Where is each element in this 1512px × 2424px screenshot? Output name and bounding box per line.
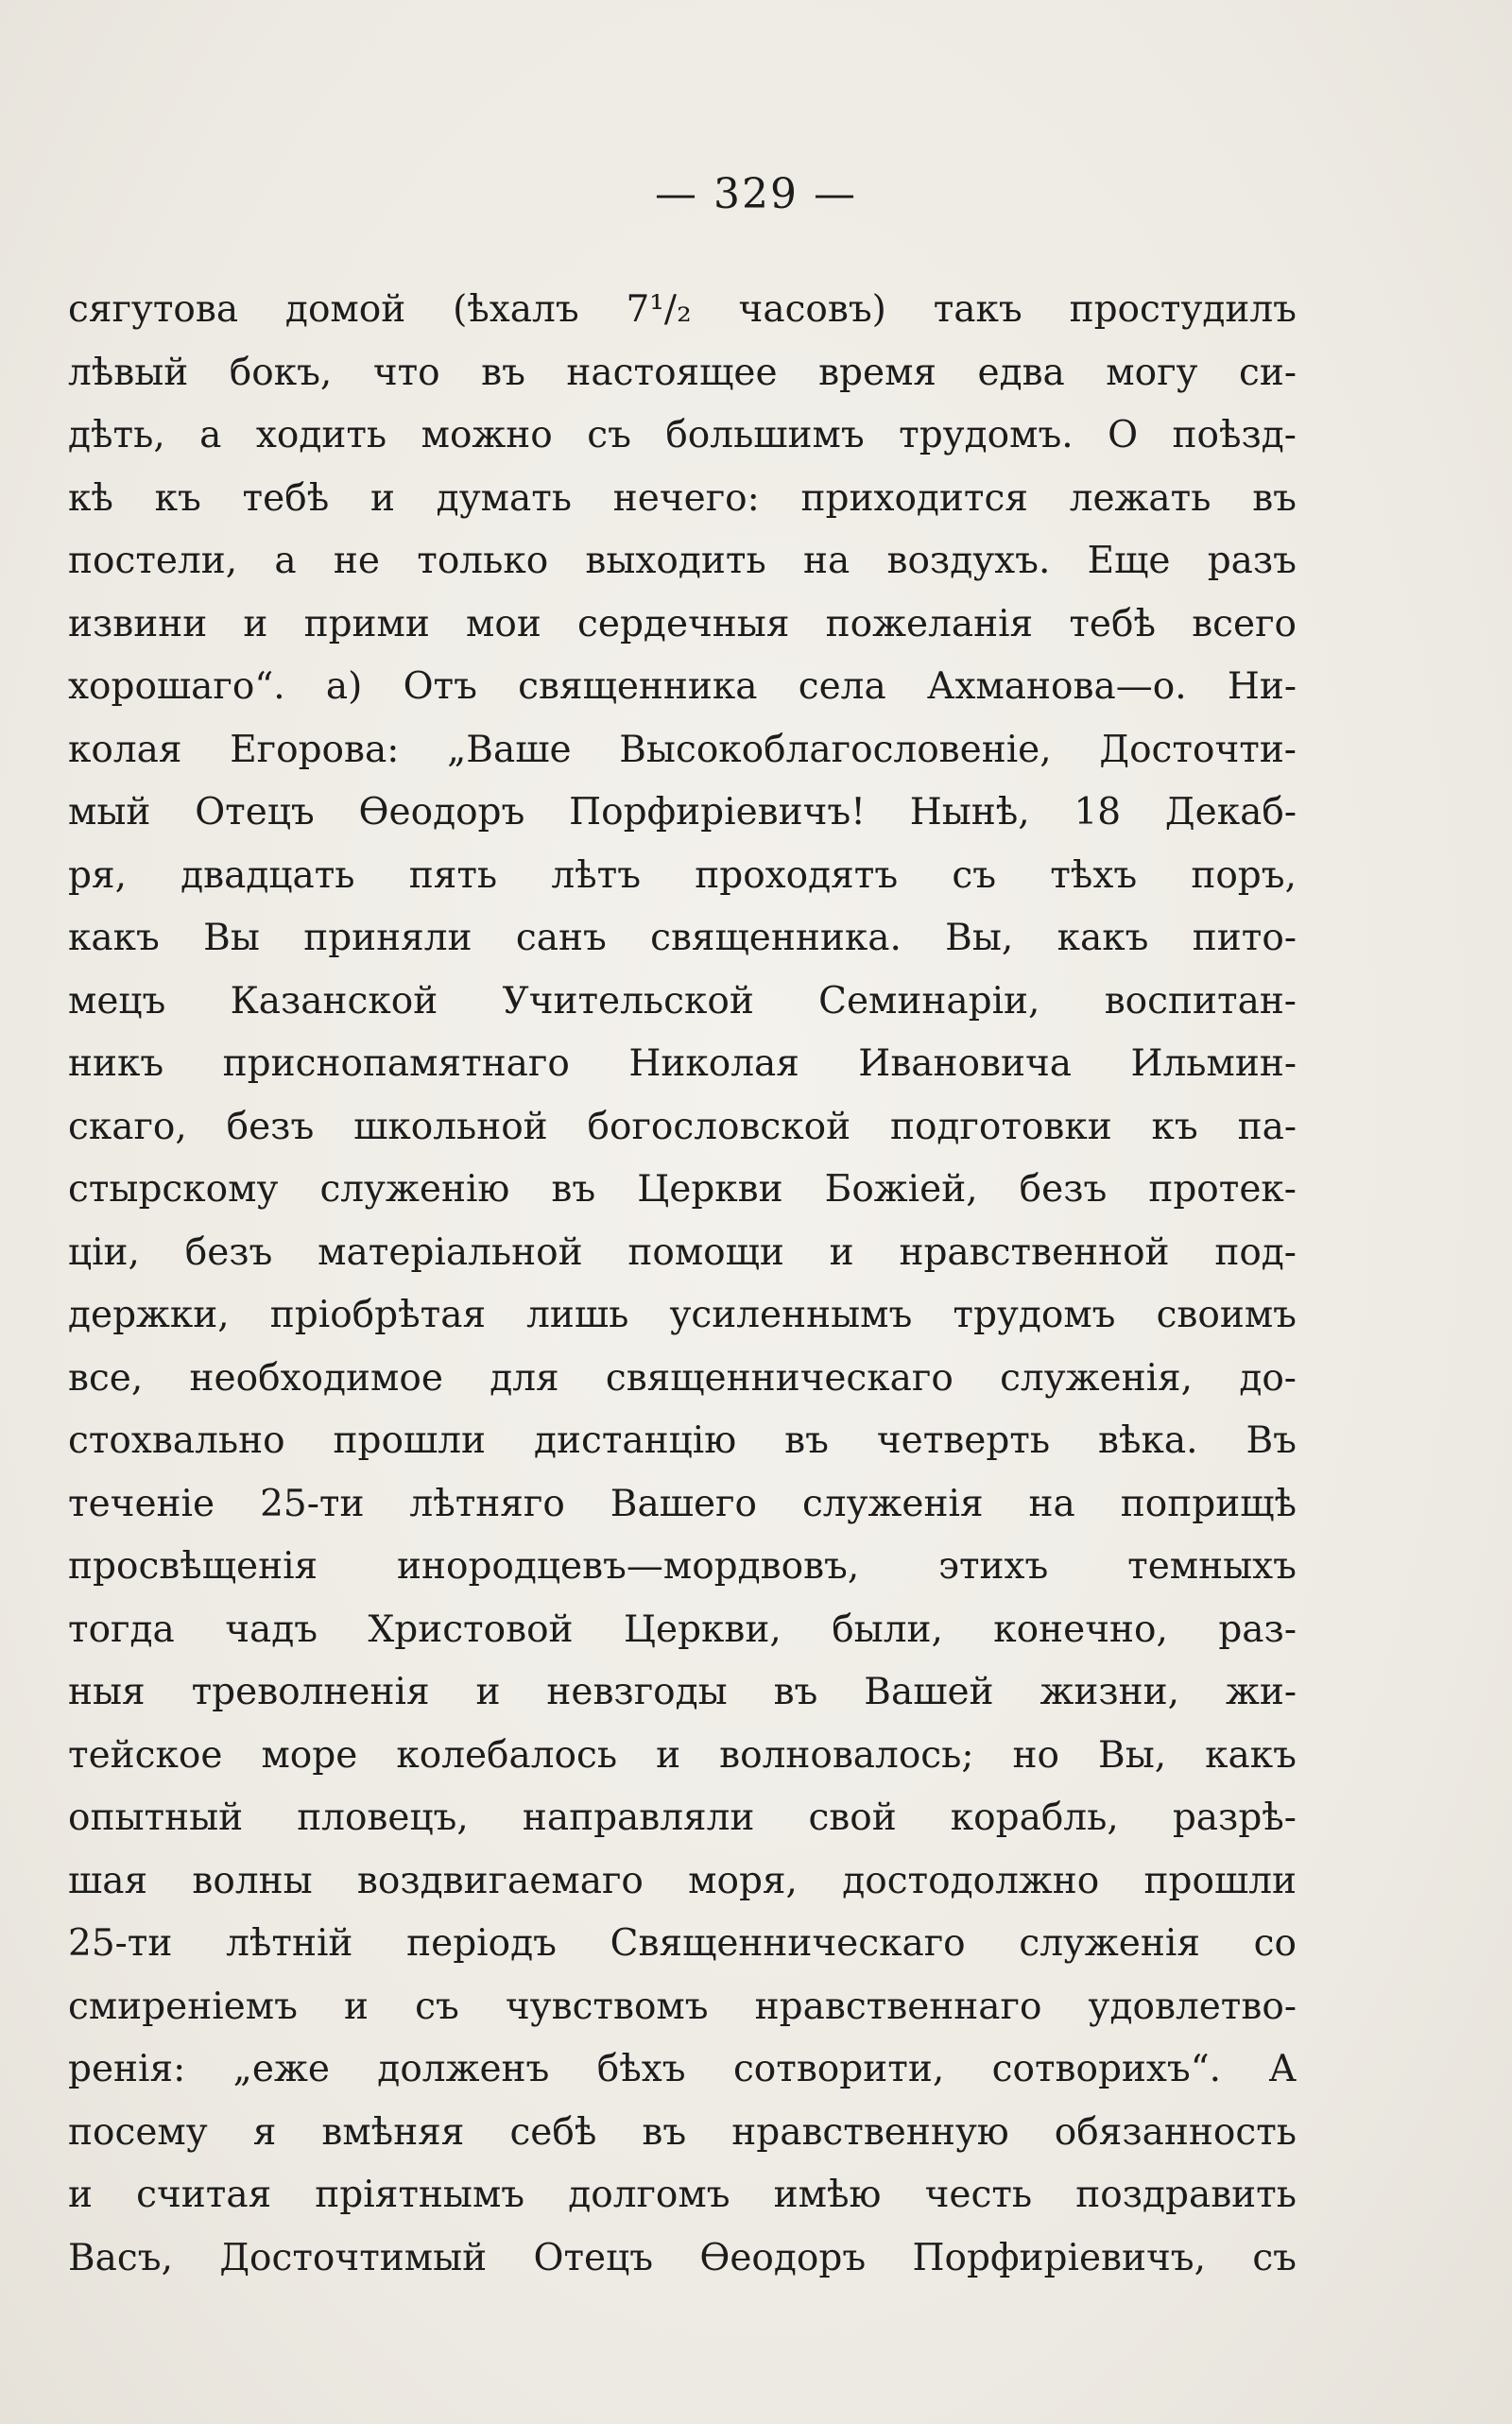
text-line: скаго, безъ школьной богословской подготовки къ па- [68, 1105, 1297, 1148]
text-line: посему я вмѣняя себѣ въ нравственную обязанность [68, 2110, 1297, 2154]
text-line: мецъ Казанской Учительской Семинаріи, воспитан- [68, 979, 1297, 1023]
text-line: опытный пловецъ, направляли свой корабль, разрѣ- [68, 1797, 1297, 1839]
text-line: дѣть, а ходить можно съ большимъ трудомъ. О поѣзд- [68, 414, 1297, 456]
text-line: просвѣщенія инородцевъ—мордвовъ, этихъ темныхъ [68, 1545, 1297, 1588]
text-line: держки, пріобрѣтая лишь усиленнымъ трудомъ своимъ [68, 1294, 1297, 1336]
text-line: и считая пріятнымъ долгомъ имѣю честь поздравить [68, 2174, 1297, 2216]
text-line: кѣ къ тебѣ и думать нечего: приходится лежать въ [68, 476, 1297, 520]
text-line: какъ Вы приняли санъ священника. Вы, какъ пито- [68, 917, 1297, 959]
text-line: никъ приснопамятнаго Николая Ивановича Ильмин- [68, 1042, 1297, 1085]
text-line: колая Егорова: „Ваше Высокоблагословеніе, Досточти- [68, 728, 1297, 771]
text-line: лѣвый бокъ, что въ настоящее время едва могу си- [68, 351, 1297, 394]
text-line: все, необходимое для священническаго служенія, до- [68, 1356, 1297, 1400]
text-line: ренія: „еже долженъ бѣхъ сотворити, сотворихъ“. А [68, 2048, 1297, 2090]
text-line: теченіе 25-ти лѣтняго Вашего служенія на поприщѣ [68, 1482, 1297, 1525]
text-line: стохвально прошли дистанцію въ четверть вѣка. Въ [68, 1419, 1297, 1462]
text-line: постели, а не только выходить на воздухъ. Еще разъ [68, 540, 1297, 582]
text-line: мый Отецъ Ѳеодоръ Порфиріевичъ! Нынѣ, 18 Декаб- [68, 791, 1297, 834]
text-line: извини и прими мои сердечныя пожеланія тебѣ всего [68, 602, 1297, 645]
text-line: стырскому служенію въ Церкви Божіей, безъ протек- [68, 1168, 1297, 1211]
text-line: хорошаго“. а) Отъ священника села Ахманова—о. Ни- [68, 665, 1297, 708]
text-line: сягутова домой (ѣхалъ 7¹/₂ часовъ) такъ простудилъ [68, 288, 1297, 331]
text-line: тогда чадъ Христовой Церкви, были, конечно, раз- [68, 1607, 1297, 1651]
text-line: смиреніемъ и съ чувствомъ нравственнаго удовлетво- [68, 1985, 1297, 2028]
body-text [68, 279, 1297, 2290]
text-line: ныя треволненія и невзгоды въ Вашей жизни, жи- [68, 1671, 1297, 1713]
text-line: Васъ, Досточтимый Отецъ Ѳеодоръ Порфиріевичъ, съ [68, 2236, 1297, 2279]
text-line: тейское море колебалось и волновалось; но Вы, какъ [68, 1733, 1297, 1777]
text-line: ря, двадцать пять лѣтъ проходятъ съ тѣхъ поръ, [68, 853, 1297, 897]
text-line: 25-ти лѣтній періодъ Священническаго служенія со [68, 1922, 1297, 1965]
text-line: ціи, безъ матеріальной помощи и нравственной под- [68, 1230, 1297, 1274]
page-number: — 329 — [655, 170, 857, 218]
text-line: шая волны воздвигаемаго моря, достодолжно прошли [68, 1859, 1297, 1902]
